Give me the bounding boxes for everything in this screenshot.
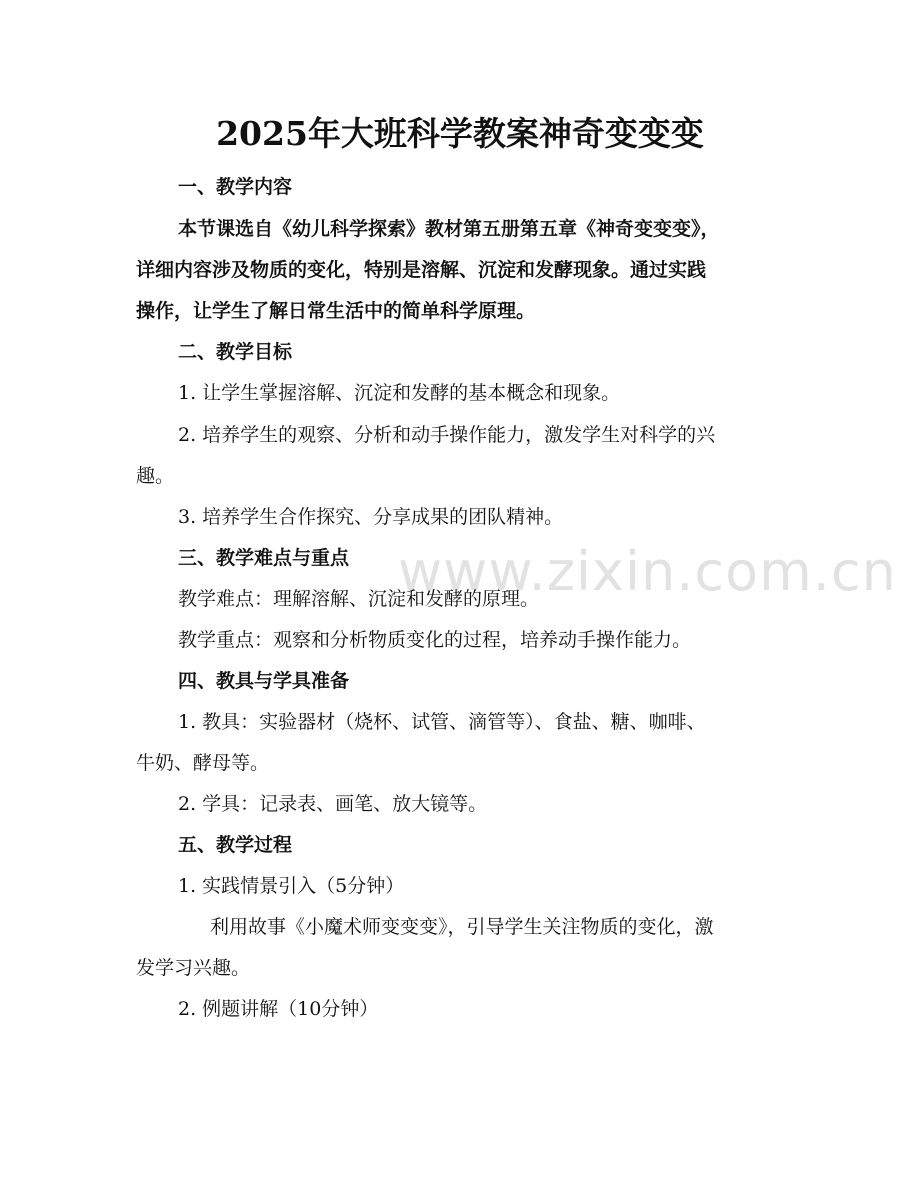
process-step-1: 1. 实践情景引入（5分钟） <box>178 875 405 897</box>
document-title: 2025年大班科学教案神奇变变变 <box>216 114 704 153</box>
objective-item-3: 3. 培养学生合作探究、分享成果的团队精神。 <box>178 506 564 528</box>
section-heading-materials: 四、教具与学具准备 <box>178 670 350 692</box>
teaching-key-point: 教学重点：观察和分析物质变化的过程，培养动手操作能力。 <box>178 629 692 651</box>
content-paragraph-line-1: 本节课选自《幼儿科学探索》教材第五册第五章《神奇变变变》， <box>178 218 720 240</box>
materials-item-2: 2. 学具：记录表、画笔、放大镜等。 <box>178 793 488 815</box>
section-heading-difficulties: 三、教学难点与重点 <box>178 547 350 569</box>
section-heading-content: 一、教学内容 <box>178 176 293 198</box>
section-heading-process: 五、教学过程 <box>178 834 293 856</box>
section-heading-objectives: 二、教学目标 <box>178 341 293 363</box>
process-step-1-desc-line-1: 利用故事《小魔术师变变变》，引导学生关注物质的变化，激 <box>210 916 714 938</box>
materials-item-1-line-1: 1. 教具：实验器材（烧杯、试管、滴管等）、食盐、糖、咖啡、 <box>178 711 706 733</box>
process-step-1-desc-line-2: 发学习兴趣。 <box>136 957 251 979</box>
watermark: www.zixin.com.cn <box>398 540 897 603</box>
materials-item-1-line-2: 牛奶、酵母等。 <box>136 752 270 774</box>
teaching-difficulty: 教学难点：理解溶解、沉淀和发酵的原理。 <box>178 588 540 610</box>
content-paragraph-line-2: 详细内容涉及物质的变化，特别是溶解、沉淀和发酵现象。通过实践 <box>136 259 707 281</box>
objective-item-2-line-1: 2. 培养学生的观察、分析和动手操作能力，激发学生对科学的兴 <box>178 424 716 446</box>
objective-item-1: 1. 让学生掌握溶解、沉淀和发酵的基本概念和现象。 <box>178 382 621 404</box>
process-step-2: 2. 例题讲解（10分钟） <box>178 998 379 1020</box>
objective-item-2-line-2: 趣。 <box>136 465 175 487</box>
content-paragraph-line-3: 操作，让学生了解日常生活中的简单科学原理。 <box>136 300 536 322</box>
